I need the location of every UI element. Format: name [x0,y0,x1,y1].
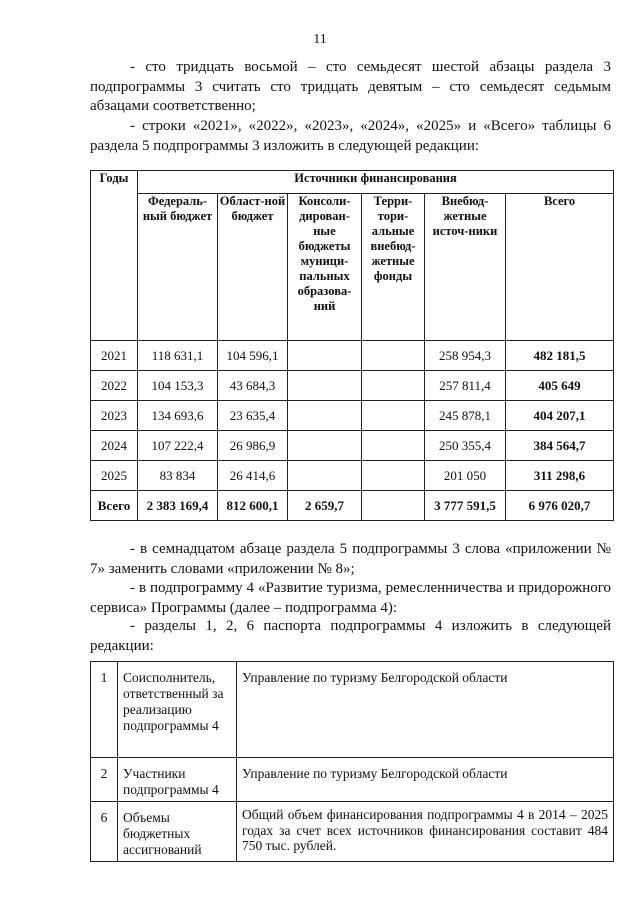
cell-year: 2024 [91,431,138,461]
cell-territorial [362,461,425,491]
cell-municipal [288,431,362,461]
cell-total: 384 564,7 [506,431,614,461]
cell-extrabudget: 201 050 [425,461,506,491]
header-total: Всего [506,194,614,341]
cell-extrabudget: 245 878,1 [425,401,506,431]
cell-total: 405 649 [506,371,614,401]
cell-municipal [288,401,362,431]
passport-row-value: Управление по туризму Белгородской области [237,662,614,758]
passport-row-number: 1 [91,662,118,758]
table-row [91,461,614,491]
table-row [91,401,614,431]
header-years: Годы [91,171,138,341]
passport-row-label: Участники подпрограммы 4 [118,758,237,802]
cell-municipal: 2 659,7 [288,491,362,521]
cell-total: 311 298,6 [506,461,614,491]
header-municipal: Консоли-дирован-ные бюджеты муници-пальных образова-ний [288,194,362,341]
paragraph-1: - сто тридцать восьмой – сто семьдесят шестой абзацы раздела 3 подпрограммы 3 считать сто тридцать девятым – сто семьдесят седьмым абзацами соответственно; [90,59,611,114]
cell-total: 6 976 020,7 [506,491,614,521]
page-number: 11 [313,32,327,47]
passport-row [91,802,614,862]
cell-territorial [362,341,425,371]
header-sources: Источники финансирования [138,171,614,194]
table-row [91,341,614,371]
passport-row-value: Общий объем финансирования подпрограммы 4 в 2014 – 2025 годах за счет всех источников финансирования составит 484 750 тыс. рублей. [237,802,614,862]
passport-row [91,662,614,758]
header-federal: Федераль-ный бюджет [138,194,218,341]
cell-year: 2022 [91,371,138,401]
passport-row-number: 2 [91,758,118,802]
header-regional: Област-ной бюджет [218,194,288,341]
cell-municipal [288,461,362,491]
paragraph-3: - в семнадцатом абзаце раздела 5 подпрограммы 3 слова «приложении № 7» заменить словами «приложении № 8»; [90,541,611,577]
cell-regional: 26 414,6 [218,461,288,491]
cell-federal: 107 222,4 [138,431,218,461]
cell-federal: 118 631,1 [138,341,218,371]
cell-total: 404 207,1 [506,401,614,431]
cell-extrabudget: 257 811,4 [425,371,506,401]
table-row-total [91,491,614,521]
cell-regional: 812 600,1 [218,491,288,521]
cell-regional: 23 635,4 [218,401,288,431]
cell-territorial [362,401,425,431]
table-row [91,431,614,461]
cell-federal: 83 834 [138,461,218,491]
cell-regional: 43 684,3 [218,371,288,401]
cell-year: 2025 [91,461,138,491]
cell-territorial [362,371,425,401]
finance-table [90,170,614,521]
header-extrabudget: Внебюд-жетные источ-ники [425,194,506,341]
cell-regional: 104 596,1 [218,341,288,371]
header-territorial: Терри-тори-альные внебюд-жетные фонды [362,194,425,341]
table-row [91,371,614,401]
passport-row-label: Соисполнитель, ответственный за реализацию подпрограммы 4 [118,662,237,758]
cell-extrabudget: 3 777 591,5 [425,491,506,521]
cell-extrabudget: 250 355,4 [425,431,506,461]
cell-year: Всего [91,491,138,521]
passport-row-number: 6 [91,802,118,862]
passport-table [90,661,614,862]
paragraph-4: - в подпрограмму 4 «Развитие туризма, ремесленничества и придорожного сервиса» Программы (далее – подпрограмма 4): [90,580,611,616]
cell-territorial [362,491,425,521]
passport-row-label: Объемы бюджетных ассигнований [118,802,237,862]
paragraph-2: - строки «2021», «2022», «2023», «2024», «2025» и «Всего» таблицы 6 раздела 5 подпрограммы 3 изложить в следующей редакции: [90,118,611,154]
cell-municipal [288,341,362,371]
cell-year: 2021 [91,341,138,371]
cell-municipal [288,371,362,401]
cell-year: 2023 [91,401,138,431]
passport-row [91,758,614,802]
cell-federal: 2 383 169,4 [138,491,218,521]
cell-federal: 134 693,6 [138,401,218,431]
paragraph-5: - разделы 1, 2, 6 паспорта подпрограммы 4 изложить в следующей редакции: [90,618,611,654]
passport-row-value: Управление по туризму Белгородской области [237,758,614,802]
cell-regional: 26 986,9 [218,431,288,461]
cell-federal: 104 153,3 [138,371,218,401]
cell-extrabudget: 258 954,3 [425,341,506,371]
cell-total: 482 181,5 [506,341,614,371]
cell-territorial [362,431,425,461]
